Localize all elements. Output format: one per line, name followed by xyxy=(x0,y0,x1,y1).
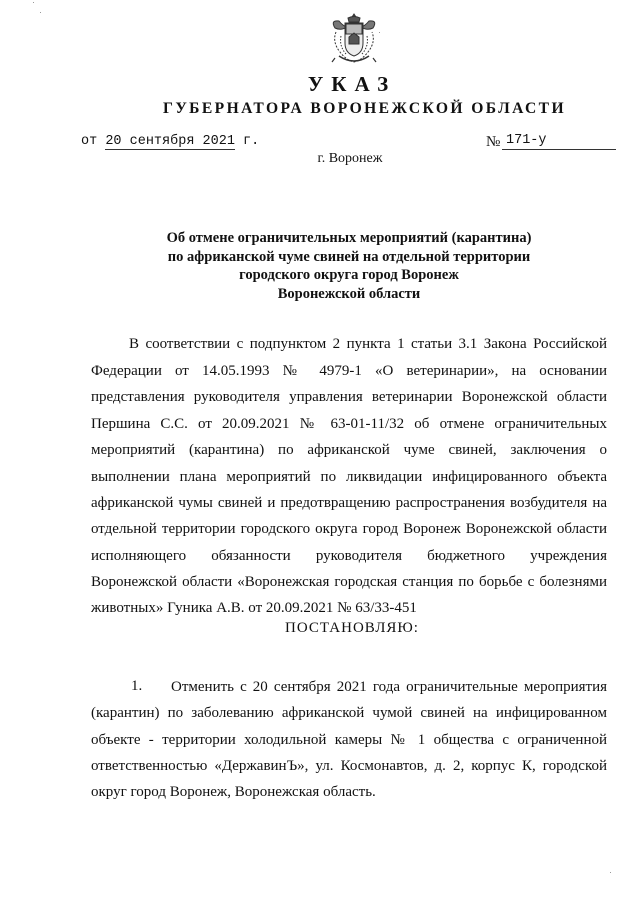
preamble-line: африканской чумы свиней и предотвращению распространения возбудителя на xyxy=(91,495,607,511)
preamble-line: животных» Гуника А.В. от 20.09.2021 № 63/33-451 xyxy=(91,600,417,616)
title-line: Об отмене ограничительных мероприятий (карантина) xyxy=(166,230,532,246)
date-value: 20 сентября 2021 xyxy=(105,134,235,149)
item-line: (карантин) по заболеванию африканской чумой свиней на инфицированном xyxy=(91,705,607,721)
date-suffix: г. xyxy=(243,134,260,149)
issuer-heading: ГУБЕРНАТОРА ВОРОНЕЖСКОЙ ОБЛАСТИ xyxy=(163,100,566,117)
item-line: ответственностью «ДержавинЪ», ул. Космонавтов, д. 2, корпус К, городской xyxy=(91,758,607,774)
item-line: округ город Воронеж, Воронежская область. xyxy=(91,784,376,800)
decree-word: ПОСТАНОВЛЯЮ: xyxy=(285,620,419,636)
scan-speck xyxy=(40,12,41,13)
preamble-line: Першина С.С. от 20.09.2021 № 63-01-11/32 об отмене ограничительных xyxy=(91,416,607,432)
scan-speck xyxy=(379,32,380,33)
item-line: Отменить с 20 сентября 2021 года ограничительные мероприятия xyxy=(171,679,607,695)
preamble-line: мероприятий (карантина) по африканской чуме свиней, заключения о xyxy=(91,442,607,458)
scan-speck xyxy=(610,872,611,873)
coat-of-arms-emblem xyxy=(329,12,379,68)
preamble-line: Воронежской области «Воронежская городская станция по борьбе с болезнями xyxy=(91,574,607,590)
title-line: городского округа город Воронеж xyxy=(239,267,459,283)
preamble-line: представления руководителя управления ветеринарии Воронежской области xyxy=(91,389,607,405)
preamble-line: В соответствии с подпунктом 2 пункта 1 статьи 3.1 Закона Российской xyxy=(129,336,607,352)
city-name: г. Воронеж xyxy=(317,151,383,166)
preamble-line: Федерации от 14.05.1993 № 4979-1 «О ветеринарии», на основании xyxy=(91,363,607,379)
item-number: 1. xyxy=(131,678,143,694)
date-prefix: от xyxy=(81,134,98,149)
scan-speck xyxy=(33,2,34,3)
document-title xyxy=(140,229,558,303)
preamble-line: исполняющего обязанности руководителя бюджетного учреждения xyxy=(91,548,607,564)
title-line: по африканской чуме свиней на отдельной территории xyxy=(167,248,531,265)
document-type-heading: УКАЗ xyxy=(307,72,397,96)
document-date xyxy=(81,134,259,150)
preamble-line: отдельной территории городского округа город Воронеж Воронежской области xyxy=(91,521,607,537)
number-sign: № xyxy=(486,134,501,150)
document-number: 171-у xyxy=(502,132,616,150)
preamble-line: выполнении плана мероприятий по ликвидации инфицированного объекта xyxy=(91,469,607,485)
item-line: объекте - территории холодильной камеры № 1 общества с ограниченной xyxy=(91,732,607,748)
title-line: Воронежской области xyxy=(277,285,421,302)
